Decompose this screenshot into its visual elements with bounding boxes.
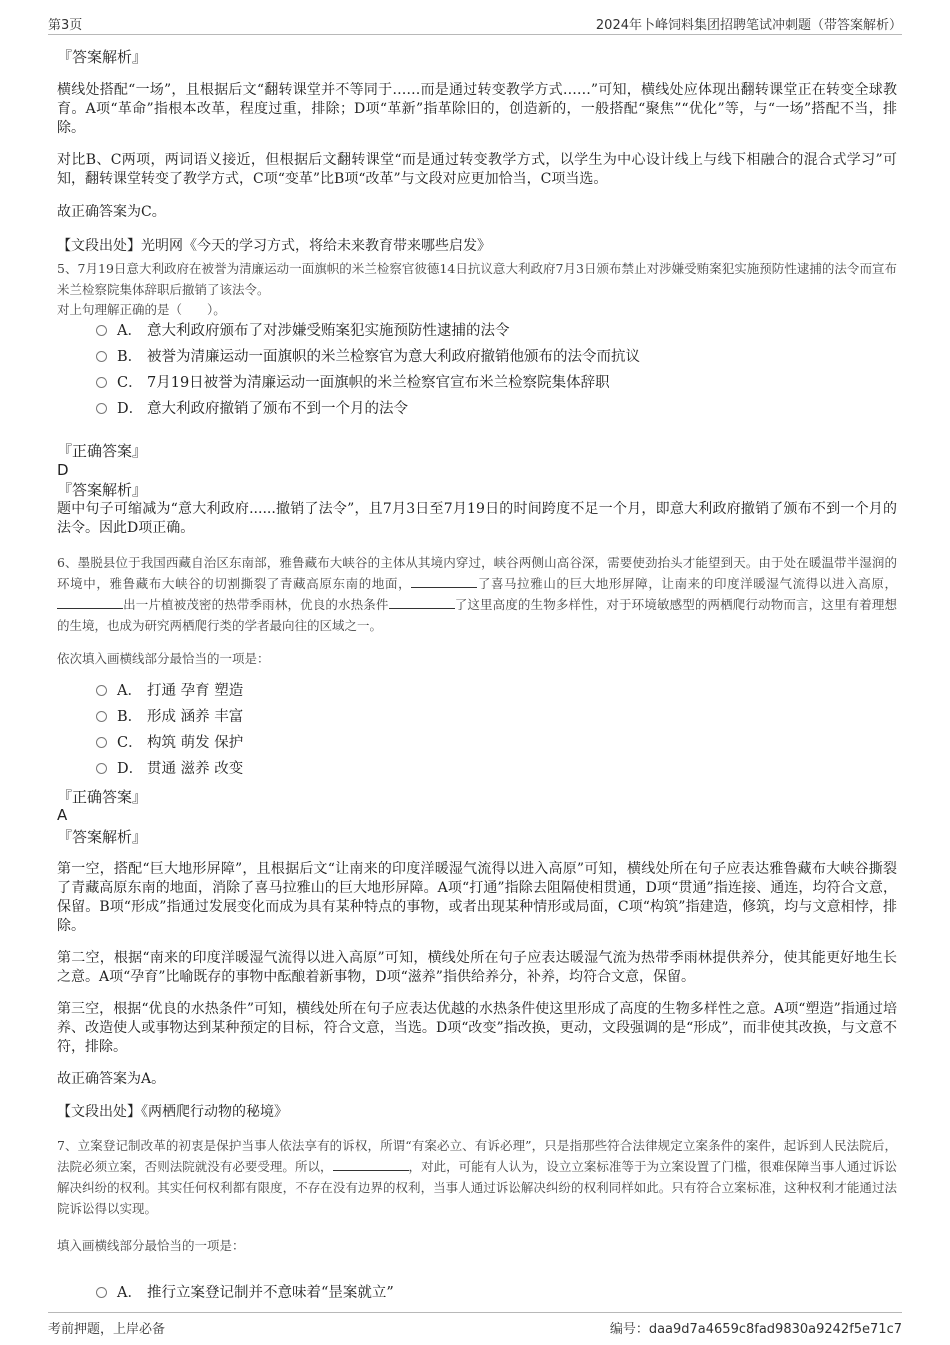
q6-analysis-para-1: 第一空，搭配“巨大地形屏障”，且根据后文“让南来的印度洋暖湿气流得以进入高原”可知，横线处所在句子应表达雅鲁藏布大峡谷撕裂了青藏高原东南的地面，消除了喜马拉雅山的巨大地形屏障。A项“打通”指除去阻隔使相贯通，D项“贯通”指连接、通连，均符合文意，保留。B项“形成”指通过发展变化而成为具有某种特点的事物，或者出现某种情形或局面，C项“构筑”指建造，修筑，均与文意相悖，排除。 [57, 861, 897, 934]
q5-prompt: 对上句理解正确的是（ ）。 [57, 302, 226, 317]
q6-option-b[interactable]: B． 形成 涵养 丰富 [96, 707, 876, 727]
q6-answer: A [57, 806, 68, 824]
blank-1 [411, 575, 477, 588]
radio-icon[interactable] [96, 1287, 107, 1298]
q7-prompt: 填入画横线部分最恰当的一项是： [57, 1238, 245, 1253]
radio-icon[interactable] [96, 325, 107, 336]
q6-analysis-label: 『答案解析』 [57, 828, 148, 846]
radio-icon[interactable] [96, 711, 107, 722]
radio-icon[interactable] [96, 763, 107, 774]
q4-analysis-para-1: 横线处搭配“一场”，且根据后文“翻转课堂并不等同于……而是通过转变教学方式……”可知，横线处应体现出翻转课堂正在转变全球教育。A项“革命”指根本改革，程度过重，排除；D项“革新”指革除旧的，创造新的，一般搭配“聚焦”“优化”等，与“一场”搭配不当，排除。 [57, 82, 897, 136]
q5-option-d[interactable]: D． 意大利政府撤销了颁布不到一个月的法令 [96, 399, 876, 419]
q6-option-d[interactable]: D． 贯通 滋养 改变 [96, 759, 876, 779]
q5-answer: D [57, 461, 69, 479]
q5-analysis: 题中句子可缩减为“意大利政府......撤销了法令”，且7月3日至7月19日的时间跨度不足一个月，即意大利政府撤销了颁布不到一个月的法令。因此D项正确。 [57, 501, 897, 536]
q7-stem: 7、立案登记制改革的初衷是保护当事人依法享有的诉权，所谓“有案必立、有诉必理”，只是指那些符合法律规定立案条件的案件，起诉到人民法院后，法院必须立案，否则法院就没有必要受理。所以， ，对此，可能有人认为，设立立案标准等于为立案设置了门槛，很难保障当事人通过诉讼解决纠纷的权利。其实任何权利都有限度，不存在没有边界的权利，当事人通过诉讼解决纠纷的权利同样如此。只有符合立案标准，这种权利才能通过法院诉讼得以实现。 [57, 1138, 897, 1216]
q5-option-b[interactable]: B． 被誉为清廉运动一面旗帜的米兰检察官为意大利政府撤销他颁布的法令而抗议 [96, 347, 876, 367]
q5-stem: 5、7月19日意大利政府在被誉为清廉运动一面旗帜的米兰检察官彼德14日抗议意大利政府7月3日颁布禁止对涉嫌受贿案犯实施预防性逮捕的法令而宣布米兰检察院集体辞职后撤销了该法令。 [57, 261, 897, 297]
q4-analysis-para-2: 对比B、C两项，两词语义接近，但根据后文翻转课堂“而是通过转变教学方式，以学生为中心设计线上与线下相融合的混合式学习”可知，翻转课堂转变了教学方式，C项“变革”比B项“改革”与文段对应更加恰当，C项当选。 [57, 152, 897, 187]
radio-icon[interactable] [96, 685, 107, 696]
q4-source: 【文段出处】光明网《今天的学习方式，将给未来教育带来哪些启发》 [57, 238, 491, 254]
blank-2 [57, 596, 123, 609]
blank-3 [389, 596, 455, 609]
q6-source: 【文段出处】《两栖爬行动物的秘境》 [57, 1104, 288, 1120]
q4-analysis-label: 『答案解析』 [57, 48, 148, 66]
q7-option-a[interactable]: A． 推行立案登记制并不意味着“昰案就立” [96, 1283, 876, 1303]
q5-correct-label: 『正确答案』 [57, 442, 148, 460]
q5-option-a[interactable]: A． 意大利政府颁布了对涉嫌受贿案犯实施预防性逮捕的法令 [96, 321, 876, 341]
footer-slogan: 考前押题，上岸必备 [48, 1322, 166, 1337]
q6-option-c[interactable]: C． 构筑 萌发 保护 [96, 733, 876, 753]
q6-option-a[interactable]: A． 打通 孕育 塑造 [96, 681, 876, 701]
document-id: 编号：daa9d7a4659c8fad9830a9242f5e71c7 [609, 1322, 902, 1337]
q6-stem: 6、墨脱县位于我国西藏自治区东南部，雅鲁藏布大峡谷的主体从其境内穿过，峡谷两侧山高谷深，需要使劲抬头才能望到天。由于处在暖温带半湿润的环境中，雅鲁藏布大峡谷的切割撕裂了青藏高原东南的地面， 了喜马拉雅山的巨大地形屏障，让南来的印度洋暖湿气流得以进入高原，出一片植被茂密的热带季雨林，优良的水热条件 了这里高度的生物多样性，对于环境敏感型的两栖爬行动物而言，这里有着理想的生境，也成为研究两栖爬行类的学者最向往的区域之一。 [57, 555, 897, 633]
q4-conclusion: 故正确答案为C。 [57, 204, 166, 220]
q5-analysis-label: 『答案解析』 [57, 481, 148, 499]
page-number: 第3页 [48, 18, 83, 33]
document-title: 2024年卜峰饲料集团招聘笔试冲刺题（带答案解析） [595, 18, 902, 33]
q6-analysis-para-2: 第二空，根据“南来的印度洋暖湿气流得以进入高原”可知，横线处所在句子应表达暖湿气流为热带季雨林提供养分，使其能更好地生长之意。A项“孕育”比喻既存的事物中酝酿着新事物，D项“滋养”指供给养分，补养，均符合文意，保留。 [57, 950, 897, 985]
page-header [48, 12, 902, 35]
q6-prompt: 依次填入画横线部分最恰当的一项是： [57, 651, 270, 666]
radio-icon[interactable] [96, 351, 107, 362]
q6-conclusion: 故正确答案为A。 [57, 1071, 166, 1087]
q6-correct-label: 『正确答案』 [57, 788, 148, 806]
page-footer [48, 1312, 902, 1337]
q6-analysis-para-3: 第三空，根据“优良的水热条件”可知，横线处所在句子应表达优越的水热条件使这里形成了高度的生物多样性之意。A项“塑造”指通过培养、改造使人或事物达到某种预定的目标，符合文意，当选。D项“改变”指改换，更动，文段强调的是“形成”，而非使其改换，与文意不符，排除。 [57, 1001, 897, 1055]
radio-icon[interactable] [96, 403, 107, 414]
q5-option-c[interactable]: C． 7月19日被誉为清廉运动一面旗帜的米兰检察官宣布米兰检察院集体辞职 [96, 373, 876, 393]
radio-icon[interactable] [96, 377, 107, 388]
radio-icon[interactable] [96, 737, 107, 748]
blank-1 [333, 1158, 409, 1171]
